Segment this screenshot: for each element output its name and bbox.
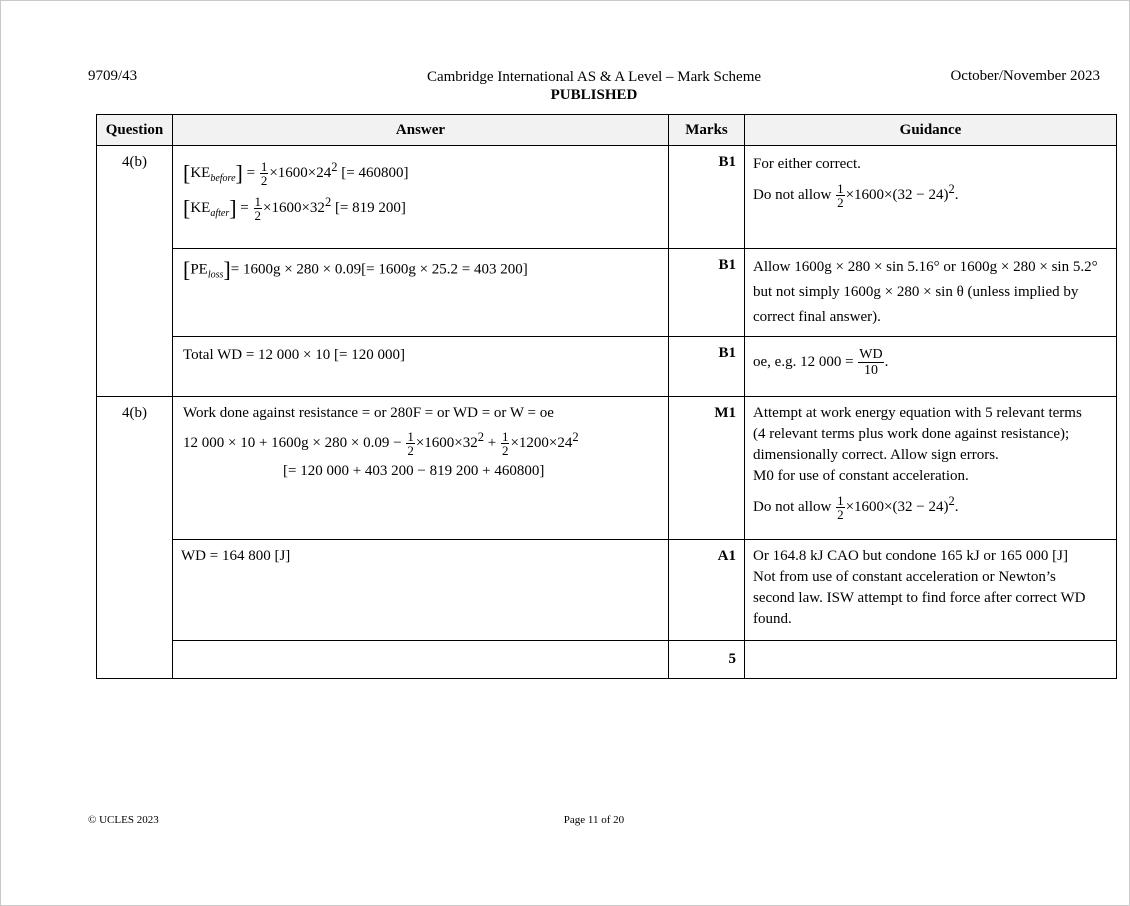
guidance-cell: Allow 1600g × 280 × sin 5.16° or 1600g × 280 × sin 5.2° but not simply 1600g × 280 × sin θ (unless implied by correct final answer).: [745, 249, 1117, 337]
mark-value: B1: [669, 249, 745, 337]
answer-cell: Work done against resistance = or 280F = or WD = or W = oe 12 000 × 10 + 1600g × 280 × 0.09 − $\frac{1}{2}$ $\times 1600\times 32^2$ + $\frac{1}{2}$ $\times 1200\times 24^2$ [= 120 000 + 403 200 − 819 200 + 460800]: [173, 397, 669, 540]
guidance-cell: [745, 641, 1117, 679]
total-row: [97, 641, 1117, 679]
published-label: PUBLISHED: [550, 87, 638, 103]
fraction: $\frac{WD}{10}$: [859, 347, 883, 378]
answer-cell: [173, 146, 669, 249]
column-header-guidance: Guidance: [745, 115, 1117, 146]
answer-line: 12 000 × 10 + 1600g × 280 × 0.09 − $\frac{1}{2}$ $\times 1600\times 32^2$ + $\frac{1}{2}$ $\times 1200\times 24^2$: [183, 429, 579, 459]
column-header-marks: Marks: [669, 115, 745, 146]
fraction: $\frac{1}{2}$: [837, 493, 844, 523]
page-number: Page 11 of 20: [563, 814, 625, 826]
answer-line: $[KE_{after}]$ = $\frac{1}{2}$ $\times 1600\times 32^2$ [= 819 200]: [183, 194, 406, 224]
fraction: $\frac{1}{2}$: [501, 429, 509, 459]
guidance-cell: Or 164.8 kJ CAO but condone 165 kJ or 165 000 [J] Not from use of constant acceleration or Newton’s second law. ISW attempt to find force after correct WD found.: [745, 540, 1117, 641]
answer-cell: Total WD = 12 000 × 10 [= 120 000]: [173, 337, 669, 397]
answer-line: $[KE_{before}]$ = $\frac{1}{2}$ $\times 1600\times 24^2$ [= 460800]: [183, 159, 409, 189]
answer-line: $[PE_{loss}]= 1600g \times 280 \times 0.09[= 1600g \times 25.2 = 403$ 200]: [183, 257, 528, 282]
fraction: $\frac{1}{2}$: [837, 181, 844, 211]
guidance-cell: For either correct. Do not allow $\frac{1}{2}$ $\times 1600\times(32 - 24)^2$.: [745, 146, 1117, 249]
mark-value: M1: [669, 397, 745, 540]
mark-scheme-table: [96, 114, 1117, 679]
mark-value: B1: [669, 146, 745, 249]
answer-cell: [173, 249, 669, 337]
mark-value: A1: [669, 540, 745, 641]
table-row: [97, 540, 1117, 641]
document-title-text: Cambridge International AS & A Level – Mark Scheme: [426, 69, 762, 85]
answer-cell: WD = 164 800 [J]: [173, 540, 669, 641]
guidance-cell: Attempt at work energy equation with 5 relevant terms (4 relevant terms plus work done against resistance); dimensionally correct. Allow sign errors. M0 for use of constant acceleration. Do not allow $\frac{1}{2}$ $\times 1600\times(32 - 24)^2$.: [745, 397, 1117, 540]
guidance-cell: oe, e.g. 12 000 = $\frac{WD}{10}$ .: [745, 337, 1117, 397]
column-header-question: Question: [97, 115, 173, 146]
table-row: [97, 146, 1117, 249]
exam-session: October/November 2023: [950, 68, 1100, 84]
table-row: [97, 249, 1117, 337]
fraction: $\frac{1}{2}$: [254, 194, 262, 224]
fraction: $\frac{1}{2}$: [407, 429, 414, 459]
mark-value: B1: [669, 337, 745, 397]
answer-cell: [173, 641, 669, 679]
paper-code: 9709/43: [88, 68, 138, 84]
question-number: 4(b): [97, 146, 173, 397]
total-marks: 5: [669, 641, 745, 679]
table-row: [97, 337, 1117, 397]
copyright: © UCLES 2023: [88, 814, 159, 826]
question-number: 4(b): [97, 397, 173, 679]
table-header-row: [97, 115, 1117, 146]
column-header-answer: Answer: [173, 115, 669, 146]
table-row: [97, 397, 1117, 540]
fraction: $\frac{1}{2}$: [260, 159, 268, 189]
